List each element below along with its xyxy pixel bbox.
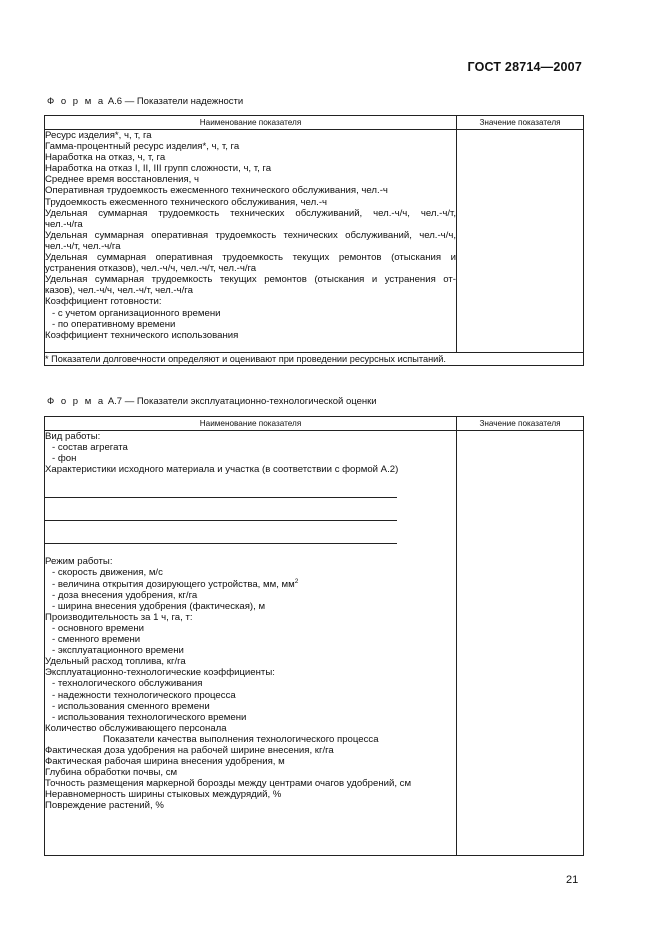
table-row: Эксплуатационно-технологические коэффициенты: — [45, 667, 275, 679]
form-a7-body-row — [45, 431, 584, 856]
table-row: Показатели качества выполнения технологического процесса — [103, 733, 379, 745]
table-row: - надежности технологического процесса — [52, 689, 236, 701]
table-row: Коэффициент готовности: — [45, 296, 162, 308]
table-row: Оперативная трудоемкость ежесменного технического обслуживания, чел.-ч — [45, 185, 388, 197]
table-row: - основного времени — [52, 622, 145, 634]
form-a6-footnote: * Показатели долговечности определяют и оценивают при проведении ресурсных испытаний. — [45, 353, 584, 366]
table-row: - эксплуатационного времени — [52, 645, 184, 657]
form-a6-names-cell — [45, 130, 457, 353]
form-a6-body-row — [45, 130, 584, 353]
table-row: Производительность за 1 ч, га, т: — [45, 611, 193, 623]
form-a6-col-name: Наименование показателя — [45, 116, 457, 130]
table-row: Неравномерность ширины стыковых междурядий, % — [45, 789, 282, 801]
page-number: 21 — [566, 874, 579, 886]
table-row: Глубина обработки почвы, см — [45, 767, 178, 779]
form-a7-col-value: Значение показателя — [457, 417, 584, 431]
form-a7-names-cell — [45, 431, 457, 856]
spacer — [45, 544, 456, 556]
form-a7-label: Ф о р м а — [47, 396, 106, 407]
table-row: Удельная суммарная трудоемкость текущих ремонтов (отыскания и устранения от- — [45, 274, 456, 286]
form-a7-header-row — [45, 417, 584, 431]
form-a7-title: А.7 — Показатели эксплуатационно-технологической оценки — [107, 396, 377, 407]
table-row: Режим работы: — [45, 556, 113, 568]
table-row: Трудоемкость ежесменного технического обслуживания, чел.-ч — [45, 196, 328, 208]
table-row: - фон — [52, 453, 77, 465]
table-row: - сменного времени — [52, 634, 141, 646]
form-a6-col-value: Значение показателя — [457, 116, 584, 130]
table-row: устранения отказов), чел.-ч/ч, чел.-ч/т, чел.-ч/га — [45, 263, 257, 275]
table-row: Удельная суммарная трудоемкость технических обслуживаний, чел.-ч/ч, чел.-ч/т, — [45, 207, 456, 219]
table-row: Точность размещения маркерной борозды между центрами очагов удобрений, см — [45, 778, 412, 790]
table-row: - скорость движения, м/с — [52, 567, 163, 579]
form-a6-label: Ф о р м а — [47, 96, 106, 107]
form-a7-table — [44, 416, 584, 856]
table-row: чел.-ч/т, чел.-ч/га — [45, 240, 121, 252]
table-row: Ресурс изделия*, ч, т, га — [45, 130, 152, 141]
row-text: - величина открытия дозирующего устройства, мм, мм — [52, 578, 295, 590]
table-row: - использования технологического времени — [52, 711, 247, 723]
table-row: - технологического обслуживания — [52, 678, 203, 690]
table-row: - по оперативному времени — [52, 318, 176, 330]
table-row: Удельная суммарная оперативная трудоемкость технических обслуживаний, чел.-ч/ч, — [45, 229, 456, 241]
form-a7-values-cell — [457, 431, 584, 856]
blank-line — [45, 475, 397, 498]
table-row: - использования сменного времени — [52, 700, 210, 712]
table-row: чел.-ч/га — [45, 218, 83, 230]
table-row: Вид работы: — [45, 431, 101, 442]
table-row: Удельная суммарная оперативная трудоемкость текущих ремонтов (отыскания и — [45, 252, 456, 264]
table-row: - с учетом организационного времени — [52, 307, 221, 319]
table-row: - состав агрегата — [52, 442, 128, 454]
table-row: Коэффициент технического использования — [45, 329, 239, 341]
table-row: Наработка на отказ, ч, т, га — [45, 152, 166, 164]
superscript: 2 — [294, 577, 299, 585]
form-a6-title: А.6 — Показатели надежности — [107, 96, 244, 107]
table-row: - доза внесения удобрения, кг/га — [52, 589, 198, 601]
form-a6-header-row — [45, 116, 584, 130]
blank-line — [45, 521, 397, 544]
form-a6-table — [44, 115, 584, 366]
table-row: казов), чел.-ч/ч, чел.-ч/т, чел.-ч/га — [45, 285, 193, 297]
form-a6-footnote-row — [45, 353, 584, 366]
table-row — [45, 579, 456, 590]
blank-line — [45, 498, 397, 521]
table-row: Наработка на отказ I, II, III групп сложности, ч, т, га — [45, 163, 272, 175]
form-a7-col-name: Наименование показателя — [45, 417, 457, 431]
form-a6-caption — [47, 96, 243, 107]
table-row: Удельный расход топлива, кг/га — [45, 656, 186, 668]
table-row: Среднее время восстановления, ч — [45, 174, 200, 186]
document-code: ГОСТ 28714—2007 — [467, 60, 582, 74]
table-row: Характеристики исходного материала и участка (в соответствии с формой А.2) — [45, 464, 399, 476]
table-row: Фактическая рабочая ширина внесения удобрения, м — [45, 756, 285, 768]
table-row: - ширина внесения удобрения (фактическая), м — [52, 600, 266, 612]
table-row: Количество обслуживающего персонала — [45, 722, 227, 734]
form-a7-caption — [47, 396, 377, 407]
table-row: Фактическая доза удобрения на рабочей ширине внесения, кг/га — [45, 744, 334, 756]
form-a6-values-cell — [457, 130, 584, 353]
table-row: Гамма-процентный ресурс изделия*, ч, т, га — [45, 141, 240, 153]
table-row: Повреждение растений, % — [45, 800, 164, 812]
